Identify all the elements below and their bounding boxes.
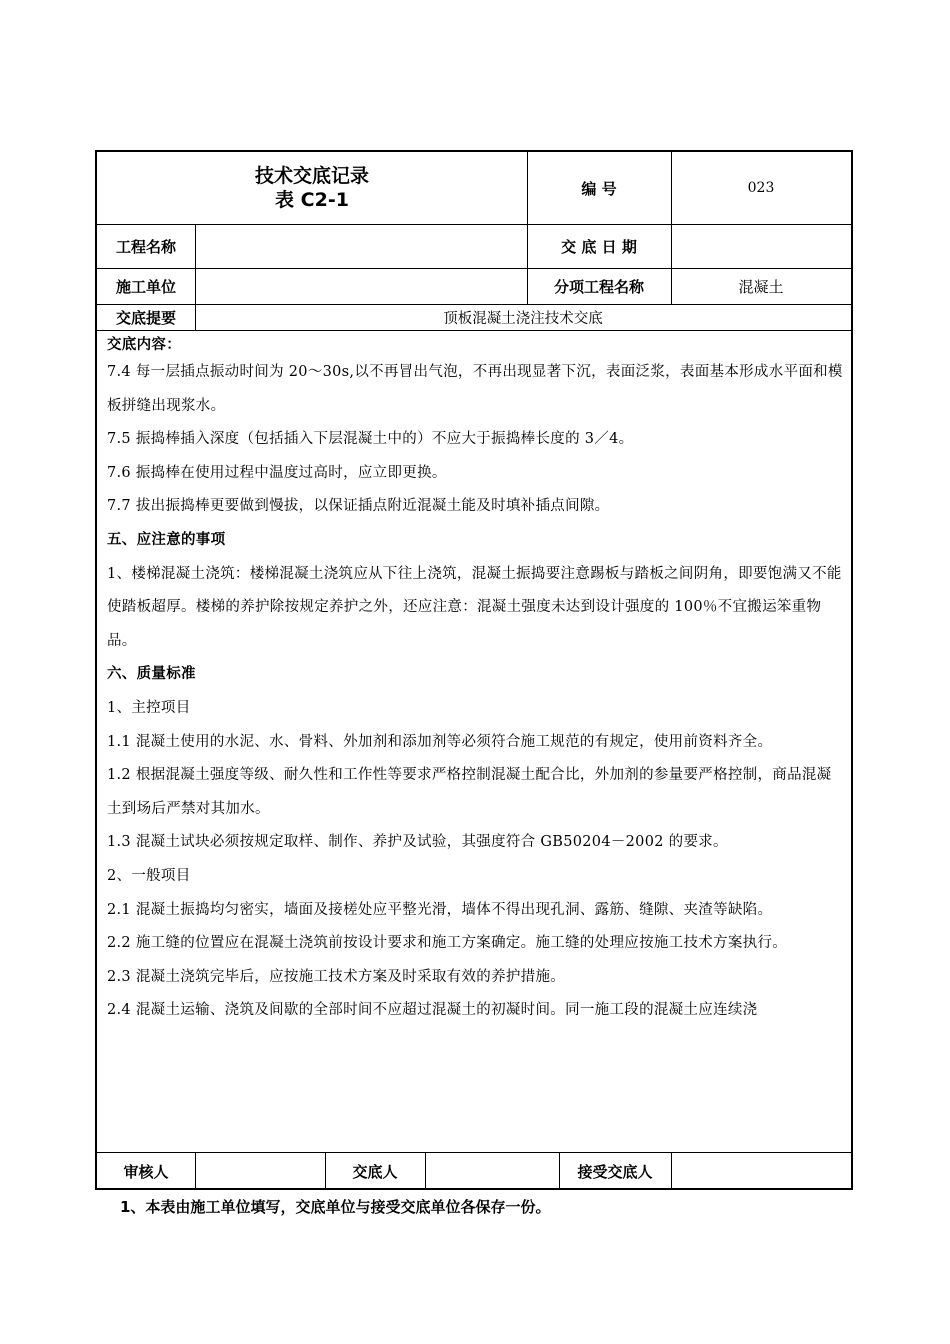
summary-label: 交底提要 [115, 308, 176, 327]
grid-line [325, 1152, 326, 1190]
grid-line [671, 1152, 672, 1190]
date-label: 交 底 日 期 [561, 237, 637, 256]
grid-line [97, 268, 851, 269]
reviewer-field[interactable] [195, 1152, 325, 1190]
grid-line [559, 1152, 560, 1190]
grid-line [97, 1152, 851, 1153]
summary-value: 顶板混凝土浇注技术交底 [443, 310, 603, 327]
content-paragraph: 1.1 混凝土使用的水泥、水、骨料、外加剂和添加剂等必须符合施工规范的有规定，使用前资料齐全。 [107, 733, 773, 750]
construction-unit-field[interactable] [195, 268, 527, 304]
content-paragraph: 7.6 振捣棒在使用过程中温度过高时，应立即更换。 [107, 464, 447, 481]
content-paragraph: 7.4 每一层插点振动时间为 20～30s,以不再冒出气泡，不再出现显著下沉，表面泛浆，表面基本形成水平面和模板拼缝出现浆水。 [107, 364, 843, 414]
content-paragraph: 1.3 混凝土试块必须按规定取样、制作、养护及试验，其强度符合 GB50204－2002 的要求。 [107, 834, 728, 851]
disclosure-content [107, 334, 843, 1152]
number-value: 023 [747, 180, 775, 196]
grid-line [97, 330, 851, 331]
content-paragraph: 7.5 振捣棒插入深度（包括插入下层混凝土中的）不应大于振捣棒长度的 3／4。 [107, 431, 634, 448]
number-label: 编 号 [581, 179, 617, 198]
section-heading: 六、质量标准 [107, 666, 196, 683]
content-paragraph: 1、主控项目 [107, 699, 191, 716]
receiver-field[interactable] [671, 1152, 851, 1190]
project-name-field[interactable] [195, 224, 527, 268]
construction-unit-label: 施工单位 [115, 277, 176, 296]
discloser-label: 交底人 [352, 1162, 398, 1181]
grid-line [97, 304, 851, 305]
content-paragraph: 1、楼梯混凝土浇筑：楼梯混凝土浇筑应从下往上浇筑，混凝土振捣要注意踢板与踏板之间阴角，即要饱满又不能使踏板超厚。楼梯的养护除按规定养护之外，还应注意：混凝土强度未达到设计强度的 100％不宜搬运笨重物品。 [107, 565, 842, 649]
reviewer-label: 审核人 [123, 1162, 169, 1181]
grid-line [97, 224, 851, 225]
discloser-field[interactable] [425, 1152, 559, 1190]
footnote: 1、本表由施工单位填写，交底单位与接受交底单位各保存一份。 [120, 1198, 551, 1216]
content-paragraph: 7.7 拔出振捣棒更要做到慢拔，以保证插点附近混凝土能及时填补插点间隙。 [107, 498, 610, 515]
content-paragraph: 2、一般项目 [107, 867, 191, 884]
sub-project-label: 分项工程名称 [553, 277, 644, 296]
grid-line [671, 152, 672, 304]
form-title-line2: 表 C2-1 [275, 189, 349, 211]
content-paragraphs [107, 356, 843, 1028]
project-name-label: 工程名称 [115, 237, 176, 256]
content-paragraph: 2.2 施工缝的位置应在混凝土浇筑前按设计要求和施工方案确定。施工缝的处理应按施工技术方案执行。 [107, 935, 788, 952]
date-field[interactable] [671, 224, 851, 268]
grid-line [195, 1152, 196, 1190]
content-paragraph: 2.4 混凝土运输、浇筑及间歇的全部时间不应超过混凝土的初凝时间。同一施工段的混凝土应连续浇 [107, 1002, 758, 1019]
form-title-line1: 技术交底记录 [254, 165, 369, 187]
sub-project-value: 混凝土 [738, 277, 784, 296]
grid-line [527, 152, 528, 304]
content-paragraph: 2.3 混凝土浇筑完毕后，应按施工技术方案及时采取有效的养护措施。 [107, 968, 566, 985]
grid-line [425, 1152, 426, 1190]
technical-disclosure-form [95, 150, 853, 1190]
content-paragraph: 2.1 混凝土振捣均匀密实，墙面及接槎处应平整光滑，墙体不得出现孔洞、露筋、缝隙、夹渣等缺陷。 [107, 901, 773, 918]
receiver-label: 接受交底人 [577, 1162, 653, 1181]
content-paragraph: 1.2 根据混凝土强度等级、耐久性和工作性等要求严格控制混凝土配合比，外加剂的参量要严格控制，商品混凝土到场后严禁对其加水。 [107, 767, 832, 817]
section-heading: 五、应注意的事项 [107, 531, 226, 548]
form-title [97, 152, 527, 224]
content-heading: 交底内容： [107, 337, 181, 353]
grid-line [195, 224, 196, 330]
